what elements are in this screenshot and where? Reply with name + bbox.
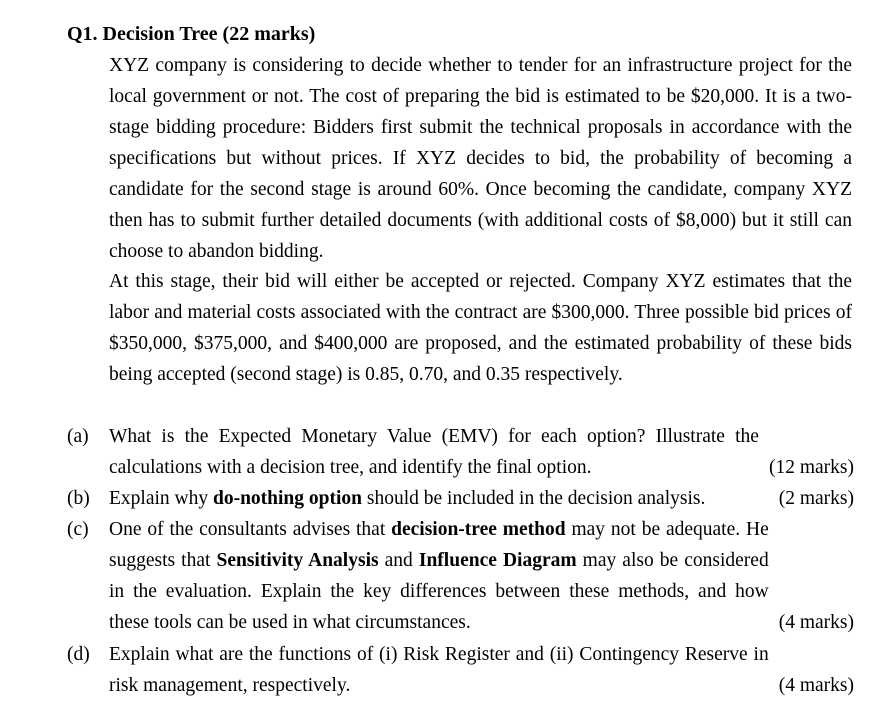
part-c-label: (c) (67, 519, 89, 540)
part-a (67, 421, 854, 483)
part-c-emphasis-2: Sensitivity Analysis (216, 550, 379, 571)
part-c-text-block (109, 514, 854, 638)
part-d (67, 639, 854, 701)
part-b (67, 483, 854, 514)
part-c-emphasis-3: Influence Diagram (418, 550, 577, 571)
part-c-text-3: and (378, 550, 419, 571)
scenario-paragraph-2: At this stage, their bid will either be accepted or rejected. Company XYZ estimates that the labor and material costs associated with the contract are $300,000. Three possible bid prices of $350,000, $375,000, and $400,000 are proposed, and the estimated probability of these bids being accepted (second stage) is 0.85, 0.70, and 0.35 respectively. (109, 271, 852, 385)
part-b-marks: (2 marks) (778, 488, 854, 509)
part-a-text-block (109, 421, 854, 483)
question-title: Q1. Decision Tree (22 marks) (67, 23, 316, 45)
part-c (67, 514, 854, 638)
part-b-text-1: Explain why (109, 488, 213, 509)
scenario-paragraph-1: XYZ company is considering to decide whether to tender for an infrastructure project for the local government or not. The cost of preparing the bid is estimated to be $20,000. It is a two-stage bidding procedure: Bidders first submit the technical proposals in accordance with the specifications but without prices. If XYZ decides to bid, the probability of becoming a candidate for the second stage is around 60%. Once becoming the candidate, company XYZ then has to submit further detailed documents (with additional costs of $8,000) but it still can choose to abandon bidding. (109, 55, 852, 262)
part-a-label: (a) (67, 426, 89, 447)
part-b-label: (b) (67, 488, 90, 509)
part-c-text-1: One of the consultants advises that (109, 519, 392, 540)
part-c-text-4: may also be considered in the evaluation. Explain the key differences between these methods, and how these tools can be used in what circumstances. (109, 550, 769, 633)
part-b-emphasis: do-nothing option (212, 488, 362, 509)
part-c-emphasis-1: decision-tree method (391, 519, 566, 540)
part-d-text: Explain what are the functions of (i) Risk Register and (ii) Contingency Reserve in risk management, respectively. (109, 644, 769, 696)
part-b-text-2: should be included in the decision analysis. (362, 488, 706, 509)
part-b-text-block (109, 483, 854, 514)
part-a-marks: (12 marks) (768, 457, 854, 478)
part-a-text: What is the Expected Monetary Value (EMV) for each option? Illustrate the calculations with a decision tree, and identify the final option. (109, 426, 759, 478)
part-d-marks: (4 marks) (778, 675, 854, 696)
part-d-label: (d) (67, 644, 90, 665)
part-c-marks: (4 marks) (778, 612, 854, 633)
part-c-text-2: may not be adequate. He suggests that (109, 519, 769, 571)
part-d-text-block (109, 639, 854, 701)
